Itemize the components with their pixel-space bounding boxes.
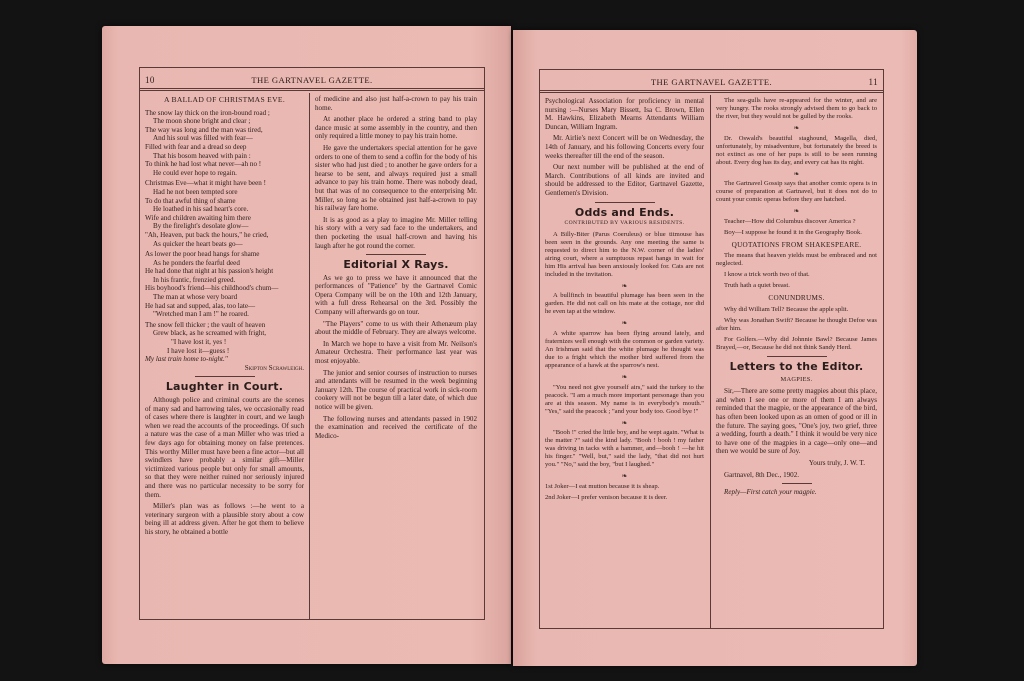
editorial-paragraph: Psychological Association for proficiency in mental nursing :—Nurses Mary Bissett, Isa C. Brown, Ellen M. Hawkins, Elizabeth Mearns Attendants William Duncan, William Ingram. xyxy=(545,97,704,131)
teacher-line: Teacher—How did Columbus discover America ? xyxy=(724,217,856,225)
poem-line: Christmas Eve—what it might have been ! xyxy=(145,179,266,188)
quotations-heading: QUOTATIONS FROM SHAKESPEARE. xyxy=(731,240,862,249)
fleuron-ornament: ❧ xyxy=(621,281,628,290)
fleuron-ornament: ❧ xyxy=(621,319,628,328)
poem-line: That his bosom heaved with pain : xyxy=(153,151,251,160)
poem-body xyxy=(145,109,304,373)
editorial-paragraph: The following nurses and attendants passed in 1902 the examination and received the certificate of the Medico- xyxy=(315,414,477,440)
conundrum-line: Why did William Tell? Because the apple split. xyxy=(724,305,849,313)
column-rule xyxy=(309,93,310,619)
conundrum-line: For Golfers.—Why did Johnnie Bawl? Because James Brayed,—or, Because he did not think Sandy Herd. xyxy=(716,335,877,351)
poem-line: He had sat and supped, alas, too late— xyxy=(145,301,256,310)
poem-line: In his frantic, frenzied greed. xyxy=(153,275,236,284)
poem-line: By the firelight's desolate glow— xyxy=(153,222,249,231)
poem-line: He loathed in his sad heart's core. xyxy=(153,205,249,214)
poem-line: He could ever hope to regain. xyxy=(153,168,237,177)
left-column-2 xyxy=(315,95,477,615)
conundrum-line: Why was Jonathan Swift? Because he thought Defoe was after him. xyxy=(716,316,877,332)
poem-line: He had done that night at his passion's height xyxy=(145,267,274,276)
laughter-paragraph: Although police and criminal courts are the scenes of many sad and harrowing tales, we occasionally read of cases where there is laughter in court, and we laugh when we read the accounts of the proceedings. Of such a nature was the case of a man Miller who was tried a few days ago for obtaining money on false pretences. This worthy Miller must have been a fine actor—but all swindlers have probably a similar gift—Miller victimized various people but only for small amounts, so that they were neither ruined nor seriously injured and there was no particular necessity to be sorry for them. xyxy=(145,396,304,499)
divider xyxy=(782,483,812,484)
joke-line: 2nd Joker—I prefer venison because it is deer. xyxy=(545,493,668,501)
poem-line: Grew black, as he screamed with fright, xyxy=(153,329,267,338)
odds-item: "You need not give yourself airs," said the turkey to the peacock. "I am a much more important personage than you are at this season. My name is in everybody's mouth." "Yes," said the peacock ; "and your body too. Good bye !" xyxy=(545,383,704,415)
letters-heading: Letters to the Editor. xyxy=(729,359,864,373)
left-page xyxy=(102,26,511,664)
poem-line: Had he not been tempted sore xyxy=(153,187,238,196)
poem-line: As quicker the heart beats go— xyxy=(153,239,243,248)
poem-line: My last train home to-night." xyxy=(145,355,228,364)
poem-signature: Skipton Scrawleigh. xyxy=(244,363,304,372)
editorial-paragraph: Mr. Airlie's next Concert will be on Wednesday, the 14th of January, and his following Concerts every four weeks thereafter till the end of the season. xyxy=(545,134,704,160)
editorial-paragraph: In March we hope to have a visit from Mr. Neilson's Amateur Orchestra. Their performance last year was most enjoyable. xyxy=(315,339,477,366)
left-page-frame xyxy=(139,67,485,620)
letter-signoff: Yours truly, J. W. T. xyxy=(808,458,865,467)
poem-line: "Wretched man I am !" he roared. xyxy=(153,310,249,319)
odds-item: The Gartnavel Gossip says that another comic opera is in course of preparation at Gartnavel, but it does not do to count your comic operas before they are hatched. xyxy=(716,180,877,204)
running-head-title: THE GARTNAVEL GAZETTE. xyxy=(251,75,373,85)
fleuron-ornament: ❧ xyxy=(621,418,628,427)
laughter-heading: Laughter in Court. xyxy=(165,380,284,394)
letters-subheading: MAGPIES. xyxy=(780,375,813,383)
poem-line: To do that awful thing of shame xyxy=(145,196,236,205)
letter-date: Gartnavel, 8th Dec., 1902. xyxy=(724,470,800,479)
fleuron-ornament: ❧ xyxy=(621,472,628,481)
poem-line: I have lost it—guess ! xyxy=(167,346,230,355)
quotation-line: I know a trick worth two of that. xyxy=(724,271,810,279)
quotation-line: Truth hath a quiet breast. xyxy=(724,282,790,290)
odds-item: A Billy-Biter (Parus Coeruleus) or blue titmouse has been seen in the grounds. Any one meeting the same is requested to direct him to the N.W. corner of the ladies' airing court, where a sumptuous repast hangs in wait for him His arrival has been anxiously looked for. Cats are not included in the invitation. xyxy=(545,230,704,278)
poem-line: Filled with fear and a dread so deep xyxy=(145,142,247,151)
laughter-paragraph: He gave the undertakers special attention for he gave orders to one of them to send a coffin for the body of his sister who had just died ; to another he gave orders for a hearse to be sent, and always required just a small advance to pay his train home. There was nobody dead, but that was of no consequence to the enterprising Mr. Miller, so long as he obtained just half-a-crown to pay his railway fare home. xyxy=(315,143,477,213)
poem-line: The man at whose very board xyxy=(153,293,238,302)
conundrums-heading: CONUNDRUMS. xyxy=(768,294,825,303)
quotation-line: The means that heaven yields must be embraced and not neglected. xyxy=(716,252,877,268)
odds-item: The sea-gulls have re-appeared for the winter, and are very hungry. The rooks strongly advised them to go back to the river, but they would not be gulled by the rooks. xyxy=(716,97,877,120)
joke-line: 1st Joker—I eat mutton because it is sheap. xyxy=(545,482,660,490)
header-rule xyxy=(540,90,883,93)
divider xyxy=(366,254,426,255)
odds-item: "Booh !" cried the little boy, and he wept again. "What is the matter ?" said the kind lady. "Booh ! booh ! my father was driving in tacks with a hammer, and—booh ! —he hit his finger." "Well, but," said the lady, "that did not hurt you." "No," said the boy, "but I laughed." xyxy=(545,429,704,469)
poem-line: His boyhood's friend—his childhood's chum— xyxy=(145,284,279,293)
fleuron-ornament: ❧ xyxy=(793,207,800,216)
editorial-paragraph: Our next number will be published at the end of March. Contributions of all kinds are invited and should be addressed to the Editor, Gartnavel Gazette, Gentlemen's Division. xyxy=(545,163,704,197)
poem-line: The moon shone bright and clear ; xyxy=(153,117,251,126)
odds-subheading: CONTRIBUTED BY VARIOUS RESIDENTS. xyxy=(564,220,685,227)
editorial-paragraph: As we go to press we have it announced that the performances of "Patience" by the Gartnavel Comic Opera Company will be on the 10th and 12th January, with a full dress Rehearsal on the 3rd. Possibly the Company will afterwards go on tour. xyxy=(315,273,477,317)
poem-line: The way was long and the man was tired, xyxy=(145,125,263,134)
poem-title: A BALLAD OF CHRISTMAS EVE. xyxy=(163,95,286,104)
divider xyxy=(195,376,255,377)
fleuron-ornament: ❧ xyxy=(793,169,800,178)
header-rule xyxy=(140,88,484,91)
editorial-paragraph: "The Players" come to us with their Athenæum play about the middle of February. They are always welcome. xyxy=(315,319,477,337)
running-head xyxy=(140,72,484,88)
poem-line: And his soul was filled with fear— xyxy=(153,134,253,143)
right-column-2 xyxy=(716,97,877,624)
odds-item: A white sparrow has been flying around lately, and fraternizes well enough with the common or garden variety. An Irishman said that the white plumage he thought was due to a fright which the mother bird suffered from the appearance of a hawk at the sparrow's nest. xyxy=(545,329,704,369)
column-rule xyxy=(710,95,711,628)
fleuron-ornament: ❧ xyxy=(793,124,800,132)
page-number: 10 xyxy=(145,75,155,85)
poem-line: As he ponders the fearful deed xyxy=(153,258,240,267)
editorial-paragraph: The junior and senior courses of instruction to nurses and attendants will be resumed in the week beginning January 12th. The course of practical work in sick-room cookery will not be begun till a later date, of which due notice will be given. xyxy=(315,368,477,411)
running-head-title: THE GARTNAVEL GAZETTE. xyxy=(650,77,773,87)
odds-item: Dr. Oswald's beautiful staghound, Magella, died, unfortunately, by misadventure, but fortunately the breed is not extinct as one of her pups is still to be seen running about. Every dog has its day, and every cat has its night. xyxy=(716,134,877,166)
poem-line: "I have lost it, yes ! xyxy=(171,338,227,347)
poem-line: The snow fell thicker ; the vault of heaven xyxy=(145,320,266,329)
right-column-1 xyxy=(545,97,704,624)
laughter-paragraph: Miller's plan was as follows :—he went to a veterinary surgeon with a plausible story about a cow being ill at address given. After he got them to believe his story, he obtained a bottle xyxy=(145,502,304,536)
editorial-heading: Editorial X Rays. xyxy=(343,258,449,272)
laughter-paragraph: At another place he ordered a string band to play dance music at some assembly in the country, and then only required a little money to pay his train home. xyxy=(315,115,477,141)
letter-reply: Reply—First catch your magpie. xyxy=(724,488,817,497)
poem-line: As lower the poor head hangs for shame xyxy=(145,250,260,259)
divider xyxy=(595,202,655,203)
poem-line: "Ah, Heaven, put back the hours," he cried, xyxy=(145,230,269,239)
odds-heading: Odds and Ends. xyxy=(574,205,675,219)
right-page-frame xyxy=(539,69,884,629)
poem-line: The snow lay thick on the iron-bound road ; xyxy=(145,108,270,117)
letter-body: Sir,—There are some pretty magpies about this place, and when I see one or more of them I am always reminded that the magpie, or the appearance of the bird, has often been looked upon as an omen of good or ill in the future. The saying goes, "One's joy, two grief, three a wedding, fourth a death." I think it would be very nice to have one of the magpies in a cage—only one—and then we would be sure of Joy. xyxy=(716,387,877,456)
running-head xyxy=(540,74,883,90)
odds-item: A bullfinch in beautiful plumage has been seen in the garden. He did not call on his mate at the cottage, nor did he even tap at the window. xyxy=(545,292,704,316)
right-page xyxy=(513,30,917,666)
page-number: 11 xyxy=(868,77,878,87)
teacher-line: Boy—I suppose he found it in the Geography Book. xyxy=(724,228,862,236)
poem-line: Wife and children awaiting him there xyxy=(145,213,251,222)
fleuron-ornament: ❧ xyxy=(621,372,628,381)
laughter-paragraph: of medicine and also just half-a-crown to pay his train home. xyxy=(315,95,477,112)
laughter-paragraph: It is as good as a play to imagine Mr. Miller telling his story with a very sad face to the undertakers, and then pocketing the usual half-crown and having his laugh after he got round the corner. xyxy=(315,215,477,250)
divider xyxy=(767,356,827,357)
left-column-1 xyxy=(145,95,304,615)
poem-line: To think he had lost what never—ah no ! xyxy=(145,160,262,169)
